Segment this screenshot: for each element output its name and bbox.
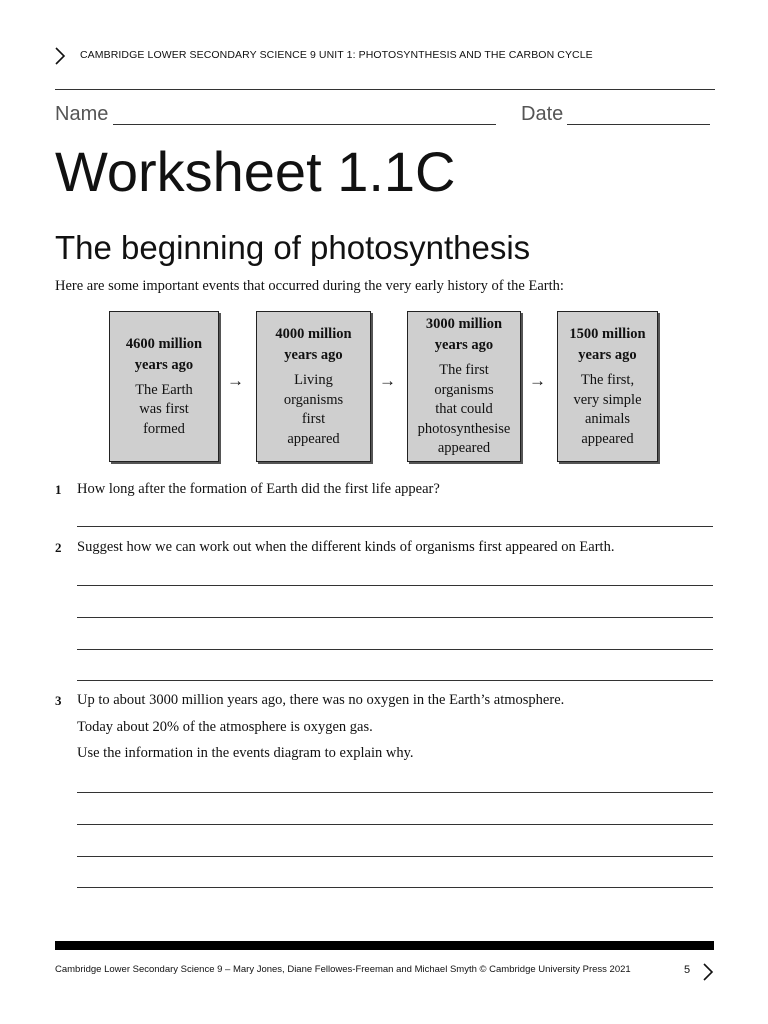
chevron-right-icon bbox=[53, 45, 67, 67]
event-box-3 bbox=[407, 311, 521, 462]
event-description: The first organisms that could photosynthesise appeared bbox=[417, 362, 511, 457]
worksheet-title: Worksheet 1.1C bbox=[55, 140, 456, 203]
question-text: Use the information in the events diagram to explain why. bbox=[77, 745, 414, 761]
arrow-icon: → bbox=[227, 371, 244, 390]
answer-line[interactable] bbox=[77, 824, 713, 825]
question-number: 1 bbox=[55, 482, 62, 497]
answer-line[interactable] bbox=[77, 617, 713, 618]
answer-line[interactable] bbox=[77, 792, 713, 793]
answer-line[interactable] bbox=[77, 649, 713, 650]
arrow-icon: → bbox=[379, 371, 396, 390]
date-field[interactable] bbox=[567, 124, 710, 125]
question-number: 3 bbox=[55, 693, 62, 708]
page-number: 5 bbox=[684, 964, 691, 976]
event-box-1 bbox=[109, 311, 219, 462]
event-description: Living organisms first appeared bbox=[283, 372, 344, 447]
question-number: 2 bbox=[55, 540, 62, 555]
event-box-2 bbox=[256, 311, 371, 462]
event-box-4 bbox=[557, 311, 658, 462]
name-field[interactable] bbox=[113, 124, 496, 125]
answer-line[interactable] bbox=[77, 887, 713, 888]
event-time: 1500 million years ago bbox=[569, 326, 646, 363]
question-text: Suggest how we can work out when the different kinds of organisms first appeared on Earth. bbox=[77, 539, 615, 555]
event-time: 4600 million years ago bbox=[125, 335, 203, 373]
question-text: How long after the formation of Earth did the first life appear? bbox=[77, 481, 440, 497]
question-text: Today about 20% of the atmosphere is oxygen gas. bbox=[77, 719, 373, 735]
event-time: 3000 million years ago bbox=[425, 316, 503, 354]
answer-line[interactable] bbox=[77, 680, 713, 681]
event-time: 4000 million years ago bbox=[275, 326, 352, 363]
event-description: The Earth was first formed bbox=[135, 381, 193, 437]
answer-line[interactable] bbox=[77, 526, 713, 527]
intro-text: Here are some important events that occurred during the very early history of the Earth: bbox=[55, 278, 564, 294]
event-description: The first, very simple animals appeared bbox=[573, 372, 642, 447]
answer-line[interactable] bbox=[77, 856, 713, 857]
arrow-icon: → bbox=[529, 371, 546, 390]
footer-credit: Cambridge Lower Secondary Science 9 – Mary Jones, Diane Fellowes-Freeman and Michael Smyth © Cambridge University Press 2021 bbox=[55, 964, 631, 975]
worksheet-subtitle: The beginning of photosynthesis bbox=[55, 229, 531, 266]
footer-bar bbox=[55, 941, 714, 950]
question-text: Up to about 3000 million years ago, there was no oxygen in the Earth’s atmosphere. bbox=[77, 692, 565, 708]
running-header: CAMBRIDGE LOWER SECONDARY SCIENCE 9 UNIT 1: PHOTOSYNTHESIS AND THE CARBON CYCLE bbox=[80, 49, 593, 61]
date-label: Date bbox=[521, 103, 564, 125]
answer-line[interactable] bbox=[77, 585, 713, 586]
name-label: Name bbox=[55, 103, 109, 125]
header-rule bbox=[55, 89, 715, 90]
chevron-right-icon[interactable] bbox=[702, 962, 714, 982]
